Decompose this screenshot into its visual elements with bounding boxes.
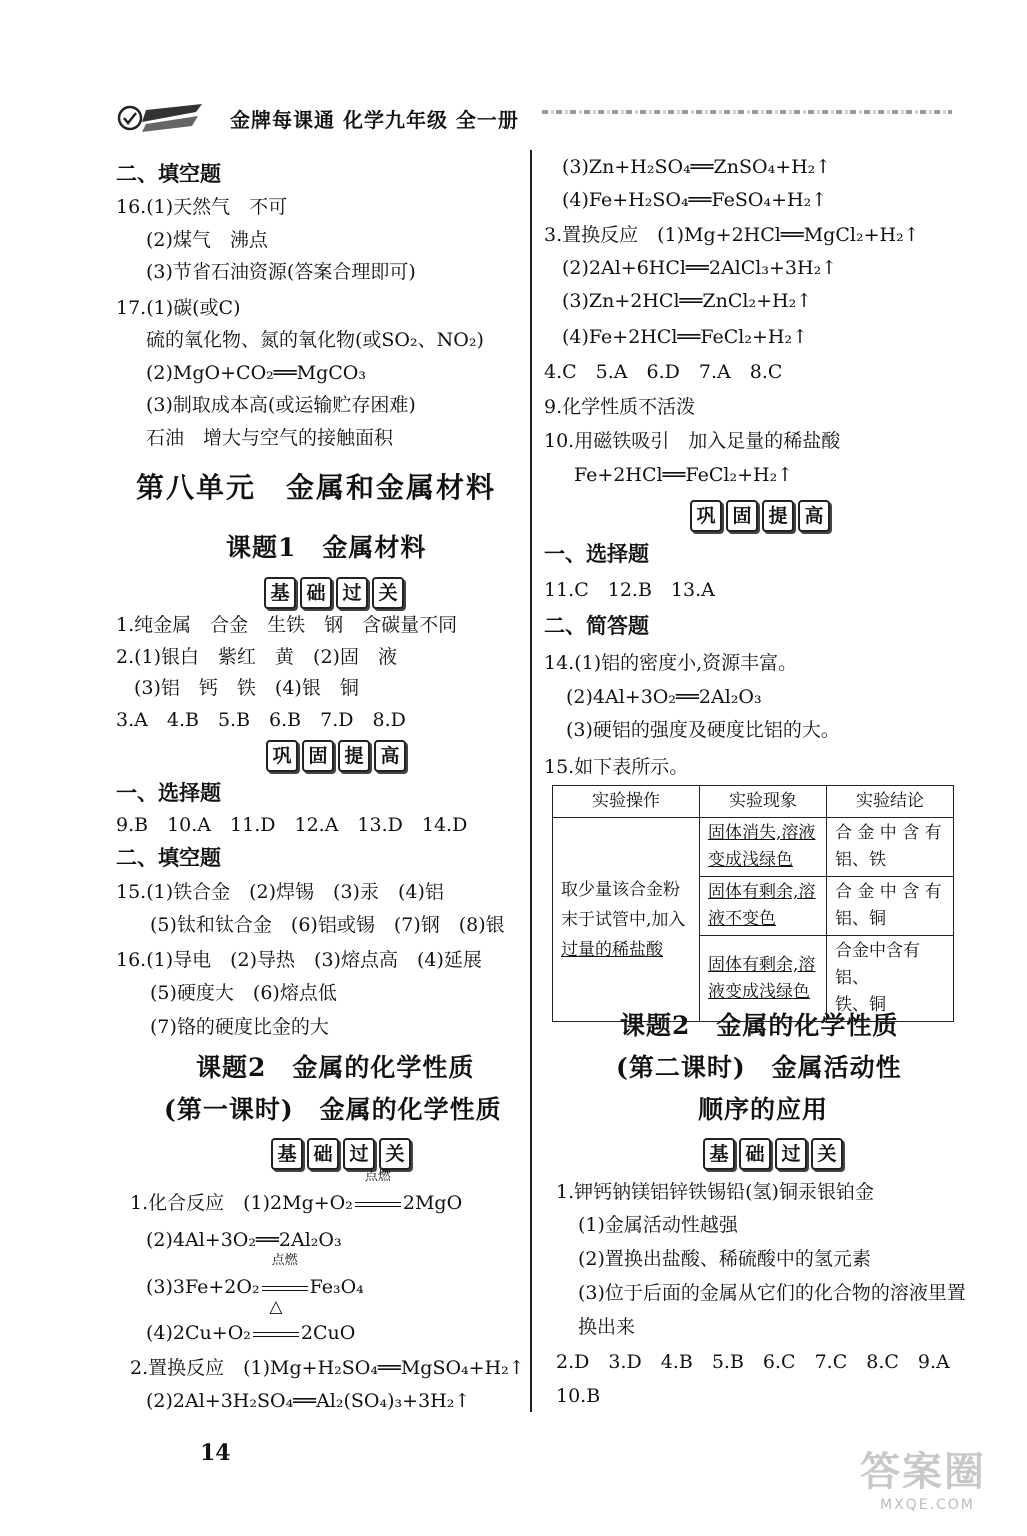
section-heading: 一、选择题	[544, 541, 649, 566]
answer-line: 换出来	[578, 1316, 636, 1338]
answer-line: 16.(1)天然气 不可	[116, 196, 288, 218]
answer-line: (7)铬的硬度比金的大	[150, 1016, 329, 1038]
badge-char: 固	[726, 500, 758, 532]
answer-line: 9.B 10.A 11.D 12.A 13.D 14.D	[116, 814, 468, 836]
equation-left: 1.化合反应 (1)2Mg+O₂	[130, 1192, 353, 1214]
section-heading: 二、简答题	[544, 613, 649, 638]
cell-text: 铝、铜	[835, 909, 886, 929]
badge-char: 关	[372, 577, 404, 609]
answer-line: 15.如下表所示。	[544, 756, 689, 778]
answer-line: 16.(1)导电 (2)导热 (3)熔点高 (4)延展	[116, 949, 482, 971]
equation-line: (3)Zn+2HCl══ZnCl₂+H₂↑	[562, 290, 813, 312]
table-cell-conclusion	[827, 877, 954, 936]
column-divider	[530, 150, 532, 1412]
equation-line: (4)Fe+2HCl══FeCl₂+H₂↑	[562, 326, 809, 348]
equation-line: Fe+2HCl══FeCl₂+H₂↑	[574, 464, 794, 486]
table-header: 实验现象	[700, 786, 827, 818]
equation-line: 2.置换反应 (1)Mg+H₂SO₄══MgSO₄+H₂↑	[130, 1357, 525, 1379]
watermark-logo	[860, 1440, 1010, 1530]
section-heading: 二、填空题	[116, 845, 221, 870]
badge-consolidate	[690, 500, 830, 532]
answer-line: 3.A 4.B 5.B 6.B 7.D 8.D	[116, 709, 406, 731]
reaction-condition: 点燃	[364, 1169, 391, 1184]
answer-line: (5)钛和钛合金 (6)铝或锡 (7)钢 (8)银	[150, 914, 505, 936]
cell-text: 固体有剩余,溶	[708, 882, 816, 902]
badge-consolidate	[266, 740, 406, 772]
medal-logo-icon	[112, 100, 212, 136]
answer-line: (2)置换出盐酸、稀硫酸中的氢元素	[578, 1248, 871, 1270]
badge-char: 高	[374, 740, 406, 772]
equation-line: (2)2Al+3H₂SO₄══Al₂(SO₄)₃+3H₂↑	[146, 1390, 471, 1412]
answer-line: 2.D 3.D 4.B 5.B 6.C 7.C 8.C 9.A	[556, 1351, 950, 1373]
badge-char: 关	[811, 1138, 843, 1170]
table-header: 实验结论	[827, 786, 954, 818]
answer-line: (3)制取成本高(或运输贮存困难)	[146, 394, 416, 416]
answer-line: 17.(1)碳(或C)	[116, 297, 241, 319]
badge-char: 过	[775, 1138, 807, 1170]
header-decoration	[542, 110, 952, 114]
badge-char: 基	[264, 577, 296, 609]
answer-line: (5)硬度大 (6)熔点低	[150, 982, 337, 1004]
answer-line: 14.(1)铝的密度小,资源丰富。	[544, 652, 798, 674]
lesson-subtitle: (第一课时) 金属的化学性质	[164, 1095, 502, 1124]
lesson-subtitle: (第二课时) 金属活动性	[616, 1053, 902, 1082]
table-cell-operation	[553, 818, 700, 1022]
badge-char: 基	[271, 1138, 303, 1170]
answer-line: 10.用磁铁吸引 加入足量的稀盐酸	[544, 430, 841, 452]
badge-char: 过	[336, 577, 368, 609]
equation-left: (4)2Cu+O₂	[146, 1322, 251, 1344]
answer-line: 石油 增大与空气的接触面积	[146, 427, 394, 449]
equation-right: 2CuO	[300, 1322, 356, 1344]
section-heading: 二、填空题	[116, 161, 221, 186]
table-cell-phenomenon	[700, 818, 827, 877]
table-cell-conclusion	[827, 936, 954, 1022]
cell-text: 合 金 中 含 有	[835, 823, 942, 843]
table-header-row	[553, 786, 954, 818]
lesson-title: 课题2 金属的化学性质	[620, 1011, 899, 1040]
watermark-url: MXQE.COM	[880, 1497, 975, 1513]
cell-text: 变成浅绿色	[708, 850, 793, 870]
answer-line: (3)节省石油资源(答案合理即可)	[146, 261, 416, 283]
equation-left: (3)3Fe+2O₂	[146, 1276, 260, 1298]
cell-text: 铝、铁	[835, 850, 886, 870]
answer-line: (3)硬铝的强度及硬度比铝的大。	[566, 719, 840, 741]
badge-char: 关	[379, 1138, 411, 1170]
equation-line: (2)4Al+3O₂══2Al₂O₃	[146, 1229, 342, 1251]
reaction-condition: 点燃	[271, 1253, 298, 1268]
table-cell-phenomenon	[700, 936, 827, 1022]
page-number: 14	[200, 1440, 231, 1466]
badge-char: 巩	[690, 500, 722, 532]
badge-char: 高	[798, 500, 830, 532]
cell-text: 铁、铜	[835, 995, 886, 1015]
answer-line: 1.纯金属 合金 生铁 钢 含碳量不同	[116, 614, 458, 636]
answer-line: (3)铝 钙 铁 (4)银 铜	[134, 677, 359, 699]
badge-char: 提	[762, 500, 794, 532]
answer-line: 2.(1)银白 紫红 黄 (2)固 液	[116, 646, 397, 668]
answer-line: 4.C 5.A 6.D 7.A 8.C	[544, 361, 783, 383]
cell-text: 液变成浅绿色	[708, 981, 810, 1002]
experiment-table	[552, 785, 954, 1022]
table-header: 实验操作	[553, 786, 700, 818]
table-cell-phenomenon	[700, 877, 827, 936]
lesson-title: 课题1 金属材料	[226, 533, 427, 562]
answer-line: (2)MgO+CO₂══MgCO₃	[146, 362, 366, 384]
cell-text: 合金中含有铝、	[835, 941, 920, 988]
unit-title: 第八单元 金属和金属材料	[136, 471, 497, 504]
badge-char: 过	[343, 1138, 375, 1170]
lesson-subtitle: 顺序的应用	[698, 1095, 829, 1124]
cell-text: 合 金 中 含 有	[835, 882, 942, 902]
equation-line	[146, 1297, 356, 1349]
badge-char: 础	[300, 577, 332, 609]
answer-line: 硫的氧化物、氮的氧化物(或SO₂、NO₂)	[146, 329, 484, 351]
table-cell-conclusion	[827, 818, 954, 877]
answer-line: 15.(1)铁合金 (2)焊锡 (3)汞 (4)铝	[116, 881, 444, 903]
answer-line: (2)煤气 沸点	[146, 229, 268, 251]
badge-char: 提	[338, 740, 370, 772]
answer-line: 9.化学性质不活泼	[544, 396, 696, 418]
operation-text: 取少量该合金粉	[561, 879, 680, 900]
section-heading: 一、选择题	[116, 780, 221, 805]
watermark-text: 答案圈	[860, 1449, 986, 1495]
equation-line: (4)Fe+H₂SO₄══FeSO₄+H₂↑	[562, 189, 828, 211]
operation-text: 过量的稀盐酸	[561, 939, 663, 960]
cell-text: 液不变色	[708, 909, 776, 929]
answer-line: 11.C 12.B 13.A	[544, 579, 715, 601]
lesson-title: 课题2 金属的化学性质	[196, 1053, 475, 1082]
operation-text: 末于试管中,加入	[561, 909, 686, 930]
equation-line: (2)4Al+3O₂══2Al₂O₃	[566, 686, 762, 708]
badge-basic-pass	[703, 1138, 843, 1170]
badge-char: 础	[307, 1138, 339, 1170]
badge-char: 基	[703, 1138, 735, 1170]
badge-char: 础	[739, 1138, 771, 1170]
equation-line: (2)2Al+6HCl══2AlCl₃+3H₂↑	[562, 257, 838, 279]
heat-condition: △	[269, 1297, 283, 1317]
equation-line: (3)Zn+H₂SO₄══ZnSO₄+H₂↑	[562, 156, 832, 178]
equation-right: 2MgO	[402, 1192, 463, 1214]
equation-right: Fe₃O₄	[309, 1276, 364, 1298]
table-row	[553, 818, 954, 877]
answer-line: 10.B	[556, 1385, 601, 1407]
cell-text: 固体消失,溶液	[708, 823, 816, 843]
badge-char: 固	[302, 740, 334, 772]
answer-line: 1.钾钙钠镁铝锌铁锡铅(氢)铜汞银铂金	[556, 1181, 874, 1203]
badge-char: 巩	[266, 740, 298, 772]
page-header	[112, 100, 952, 136]
equation-line	[130, 1169, 463, 1219]
answer-line: (1)金属活动性越强	[578, 1214, 738, 1236]
badge-basic-pass	[271, 1138, 411, 1170]
badge-basic-pass	[264, 577, 404, 609]
equation-line: 3.置换反应 (1)Mg+2HCl══MgCl₂+H₂↑	[544, 224, 920, 246]
answer-line: (3)位于后面的金属从它们的化合物的溶液里置	[578, 1282, 966, 1304]
book-title: 金牌每课通 化学九年级 全一册	[230, 108, 519, 132]
cell-text: 固体有剩余,溶	[708, 954, 816, 975]
